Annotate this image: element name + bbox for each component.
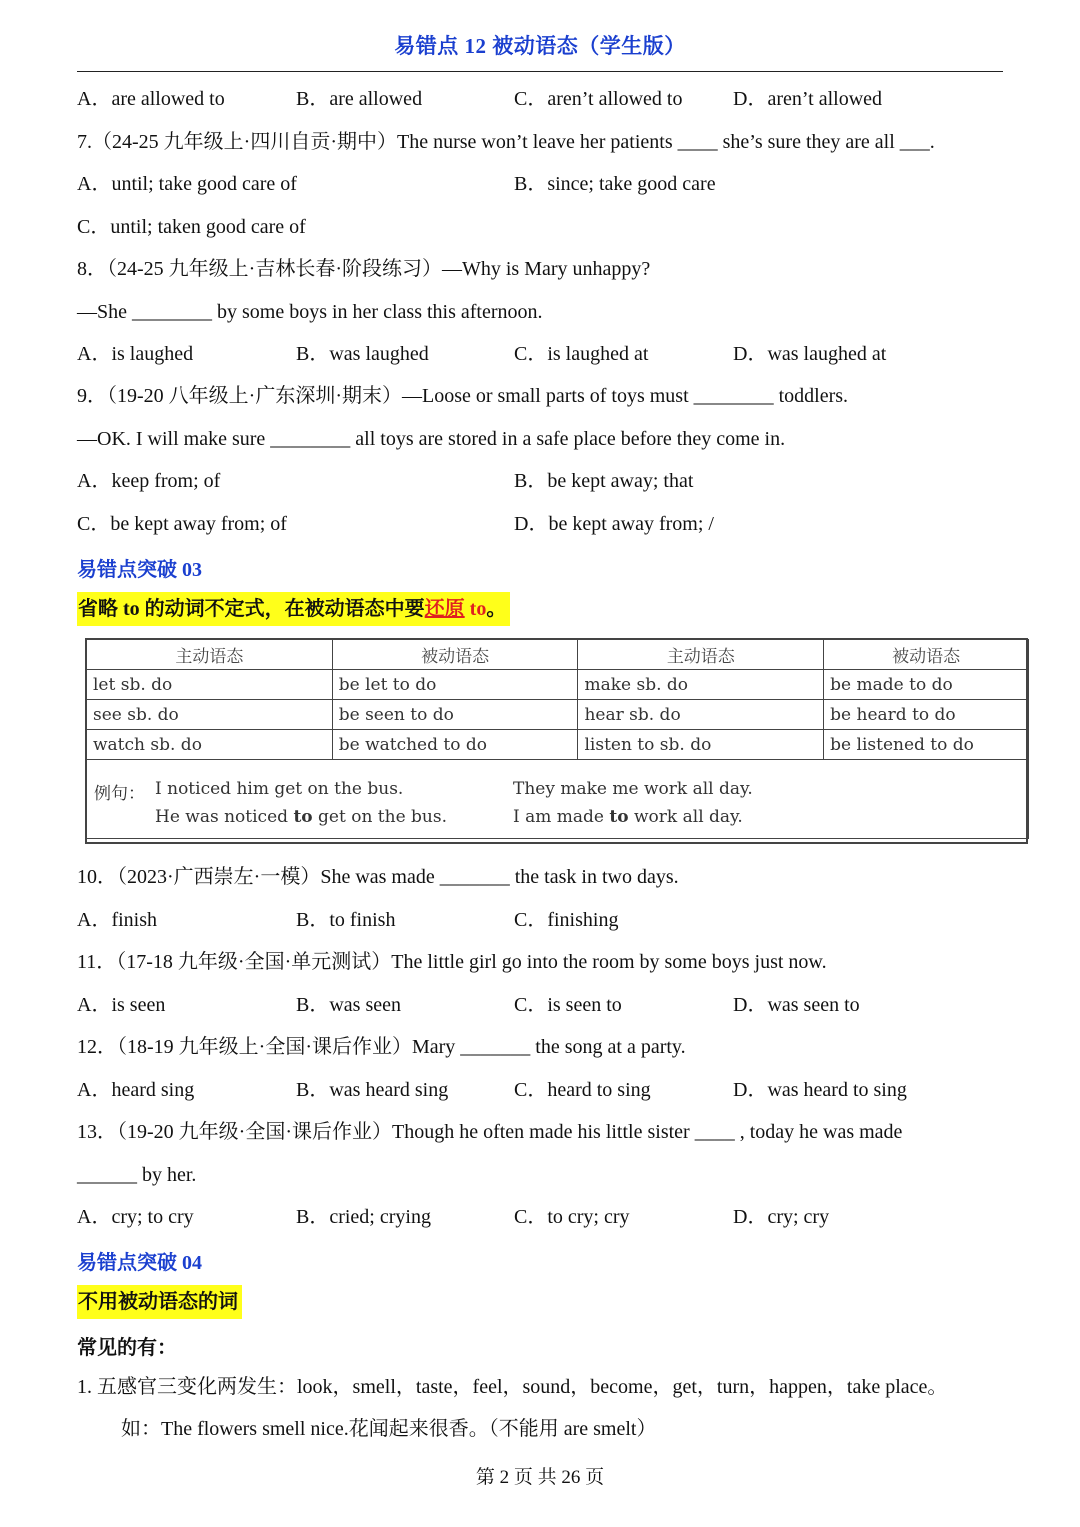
q9-option-a: A．keep from; of	[77, 470, 221, 492]
q13-option-d: D．cry; cry	[733, 1206, 830, 1228]
example-sentence-1: I noticed him get on the bus.	[155, 779, 404, 799]
q8-stem: 8．（24-25 九年级上·吉林长春·阶段练习）—Why is Mary unhappy?	[77, 258, 651, 280]
header-divider	[77, 71, 1003, 72]
q9-option-c: C．be kept away from; of	[77, 513, 287, 535]
q12-stem: 12．（18-19 九年级上·全国·课后作业）Mary _______ the song at a party.	[77, 1036, 686, 1058]
table-row	[87, 670, 1029, 700]
q12-option-a: A．heard sing	[77, 1079, 195, 1101]
q9-option-d: D．be kept away from; /	[514, 513, 714, 535]
section-04-rule: 不用被动语态的词	[77, 1285, 242, 1319]
q8-option-c: C．is laughed at	[514, 343, 649, 365]
rule-text-to: to	[464, 598, 487, 620]
table-header: 被动语态	[332, 640, 578, 670]
table-row	[87, 730, 1029, 760]
rule-text-a: 省略 to 的动词不定式，在被动语态中要	[78, 598, 425, 620]
table-row	[87, 700, 1029, 730]
ex4-bold-to: to	[609, 807, 629, 827]
table-cell: listen to sb. do	[578, 730, 824, 760]
table-cell: let sb. do	[87, 670, 333, 700]
table-cell: hear sb. do	[578, 700, 824, 730]
page-header-title: 易错点 12 被动语态（学生版）	[394, 34, 686, 58]
q6-option-d: D．aren’t allowed	[733, 88, 883, 110]
section-04-title: 易错点突破 04	[77, 1252, 202, 1274]
q6-option-b: B．are allowed	[296, 88, 423, 110]
ex2-part-c: get on the bus.	[312, 807, 448, 827]
q10-option-c: C．finishing	[514, 909, 619, 931]
q7-option-c: C．until; taken good care of	[77, 216, 306, 238]
q8-option-d: D．was laughed at	[733, 343, 887, 365]
table-header-row	[87, 640, 1029, 670]
table-header: 主动语态	[578, 640, 824, 670]
q11-option-a: A．is seen	[77, 994, 166, 1016]
q8-stem-2: —She ________ by some boys in her class this afternoon.	[77, 301, 543, 323]
q13-option-b: B．cried; crying	[296, 1206, 431, 1228]
example-sentence-3: They make me work all day.	[513, 779, 753, 799]
table-header: 被动语态	[824, 640, 1029, 670]
table-cell: see sb. do	[87, 700, 333, 730]
q6-option-c: C．aren’t allowed to	[514, 88, 683, 110]
table-cell: watch sb. do	[87, 730, 333, 760]
common-label: 常见的有：	[77, 1337, 177, 1359]
table-cell: be made to do	[824, 670, 1029, 700]
table-cell: make sb. do	[578, 670, 824, 700]
q10-option-b: B．to finish	[296, 909, 396, 931]
q11-option-c: C．is seen to	[514, 994, 622, 1016]
q7-stem: 7.（24-25 九年级上·四川自贡·期中）The nurse won’t leave her patients ____ she’s sure they are all ___.	[77, 131, 935, 153]
example-sentence-2	[155, 807, 447, 827]
q6-option-a: A．are allowed to	[77, 88, 225, 110]
q11-stem: 11．（17-18 九年级·全国·单元测试）The little girl go into the room by some boys just now.	[77, 951, 827, 973]
section-03-rule	[77, 592, 510, 626]
q12-option-c: C．heard to sing	[514, 1079, 651, 1101]
q9-stem-2: —OK. I will make sure ________ all toys are stored in a safe place before they come in.	[77, 428, 786, 450]
q11-option-b: B．was seen	[296, 994, 401, 1016]
q8-option-a: A．is laughed	[77, 343, 194, 365]
example-label: 例句：	[94, 784, 145, 804]
ex4-part-a: I am made	[513, 807, 610, 827]
q13-stem: 13．（19-20 九年级·全国·课后作业）Though he often made his little sister ____ , today he was made	[77, 1121, 903, 1143]
rule-text-highlight: 还原	[424, 598, 465, 620]
table-header: 主动语态	[87, 640, 333, 670]
table-cell: be heard to do	[824, 700, 1029, 730]
table-cell: be seen to do	[332, 700, 578, 730]
rule-text-end: 。	[486, 598, 507, 620]
q10-option-a: A．finish	[77, 909, 157, 931]
q8-option-b: B．was laughed	[296, 343, 429, 365]
rule-item-1: 1. 五感官三变化两发生：look，smell，taste，feel，sound，become，get，turn，happen，take place。	[77, 1376, 948, 1398]
table-cell: be let to do	[332, 670, 578, 700]
section-03-title: 易错点突破 03	[77, 559, 202, 581]
q7-option-b: B．since; take good care	[514, 173, 716, 195]
q9-stem: 9．（19-20 八年级上·广东深圳·期末）—Loose or small parts of toys must ________ toddlers.	[77, 385, 849, 407]
q10-stem: 10．（2023·广西崇左·一模）She was made _______ the task in two days.	[77, 866, 679, 888]
q13-stem-2: ______ by her.	[77, 1164, 197, 1186]
rule-example: 如：The flowers smell nice.花闻起来很香。（不能用 are smelt）	[121, 1418, 657, 1440]
page-footer: 第 2 页 共 26 页	[475, 1467, 605, 1488]
q7-option-a: A．until; take good care of	[77, 173, 297, 195]
q11-option-d: D．was seen to	[733, 994, 860, 1016]
q13-option-c: C．to cry; cry	[514, 1206, 630, 1228]
ex2-part-a: He was noticed	[155, 807, 294, 827]
q9-option-b: B．be kept away; that	[514, 470, 694, 492]
ex4-part-c: work all day.	[628, 807, 743, 827]
q12-option-b: B．was heard sing	[296, 1079, 449, 1101]
table-cell: be watched to do	[332, 730, 578, 760]
table-cell: be listened to do	[824, 730, 1029, 760]
ex2-bold-to: to	[293, 807, 313, 827]
q12-option-d: D．was heard to sing	[733, 1079, 907, 1101]
example-sentence-4	[513, 807, 743, 827]
q13-option-a: A．cry; to cry	[77, 1206, 194, 1228]
